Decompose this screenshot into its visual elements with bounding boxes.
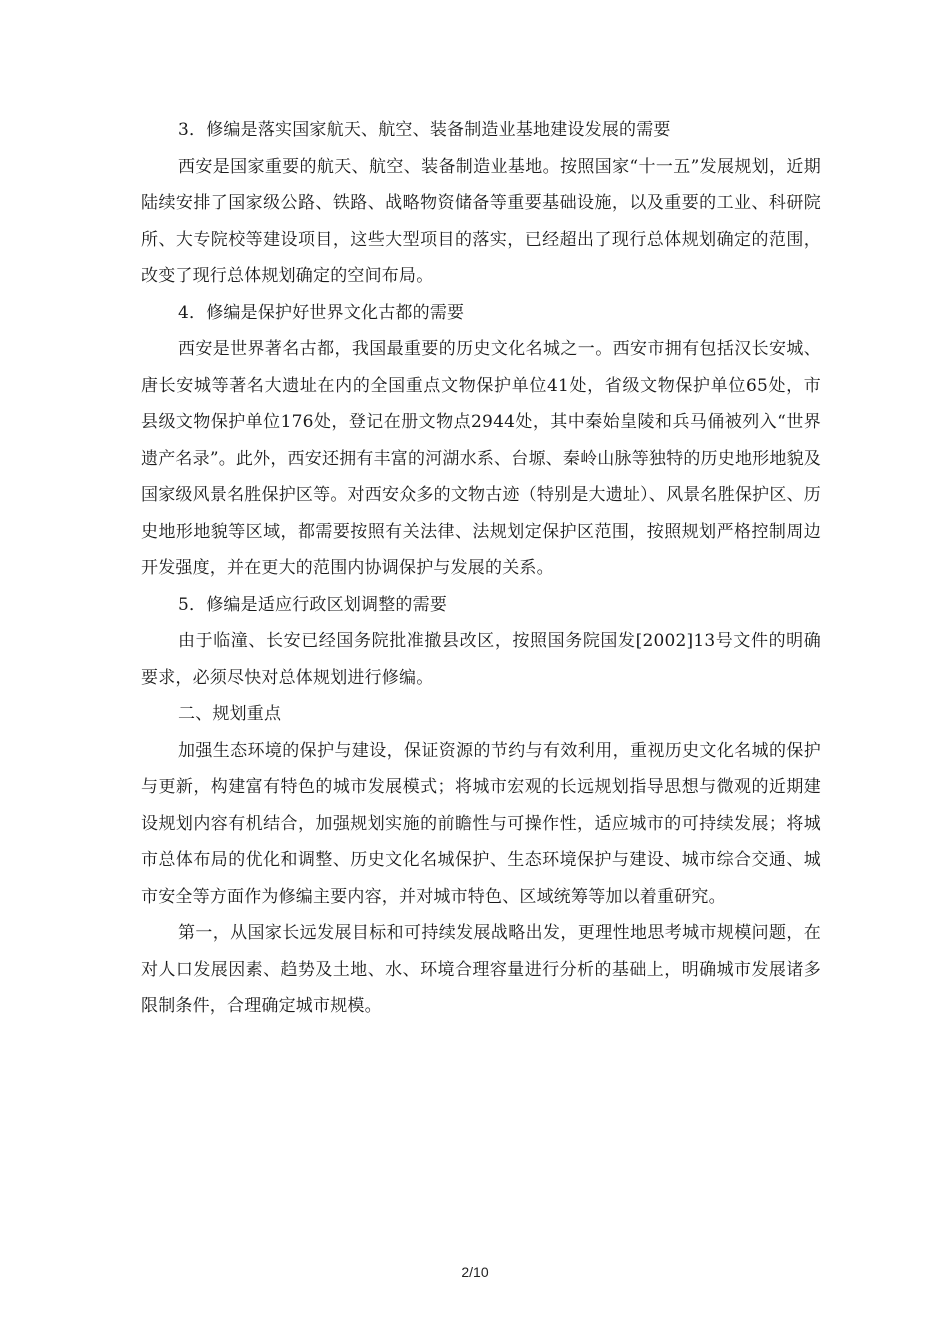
paragraph-ancient-capital: 西安是世界著名古都，我国最重要的历史文化名城之一。西安市拥有包括汉长安城、唐长安城等著名大遗址在内的全国重点文物保护单位41处，省级文物保护单位65处，市县级文物保护单位176处，登记在册文物点2944处，其中秦始皇陵和兵马俑被列入“世界遗产名录”。此外，西安还拥有丰富的河湖水系、台塬、秦岭山脉等独特的历史地形地貌及国家级风景名胜保护区等。对西安众多的文物古迹（特别是大遗址）、风景名胜保护区、历史地形地貌等区域，都需要按照有关法律、法规划定保护区范围，按照规划严格控制周边开发强度，并在更大的范围内协调保护与发展的关系。 [141, 339, 821, 578]
section-heading-4: 4．修编是保护好世界文化古都的需要 [178, 302, 465, 323]
page-number: 2/10 [461, 1264, 489, 1280]
section-heading-5: 5．修编是适应行政区划调整的需要 [178, 594, 448, 615]
paragraph-administrative-adjustment: 由于临潼、长安已经国务院批准撤县改区，按照国务院国发[2002]13号文件的明确要求，必须尽快对总体规划进行修编。 [141, 631, 821, 688]
section-heading-3: 3．修编是落实国家航天、航空、装备制造业基地建设发展的需要 [178, 120, 671, 140]
paragraph-first-point: 第一，从国家长远发展目标和可持续发展战略出发，更理性地思考城市规模问题，在对人口发展因素、趋势及土地、水、环境合理容量进行分析的基础上，明确城市发展诸多限制条件，合理确定城市规模。 [141, 923, 821, 1016]
paragraph-planning-focus: 加强生态环境的保护与建设，保证资源的节约与有效利用，重视历史文化名城的保护与更新，构建富有特色的城市发展模式；将城市宏观的长远规划指导思想与微观的近期建设规划内容有机结合，加强规划实施的前瞻性与可操作性，适应城市的可持续发展；将城市总体布局的优化和调整、历史文化名城保护、生态环境保护与建设、城市综合交通、城市安全等方面作为修编主要内容，并对城市特色、区域统筹等加以着重研究。 [141, 740, 821, 907]
section-heading-planning-focus: 二、规划重点 [178, 704, 282, 724]
paragraph-aerospace-base: 西安是国家重要的航天、航空、装备制造业基地。按照国家“十一五”发展规划，近期陆续安排了国家级公路、铁路、战略物资储备等重要基础设施，以及重要的工业、科研院所、大专院校等建设项目，这些大型项目的落实，已经超出了现行总体规划确定的范围，改变了现行总体规划确定的空间布局。 [141, 156, 821, 286]
document-body [141, 112, 821, 1025]
